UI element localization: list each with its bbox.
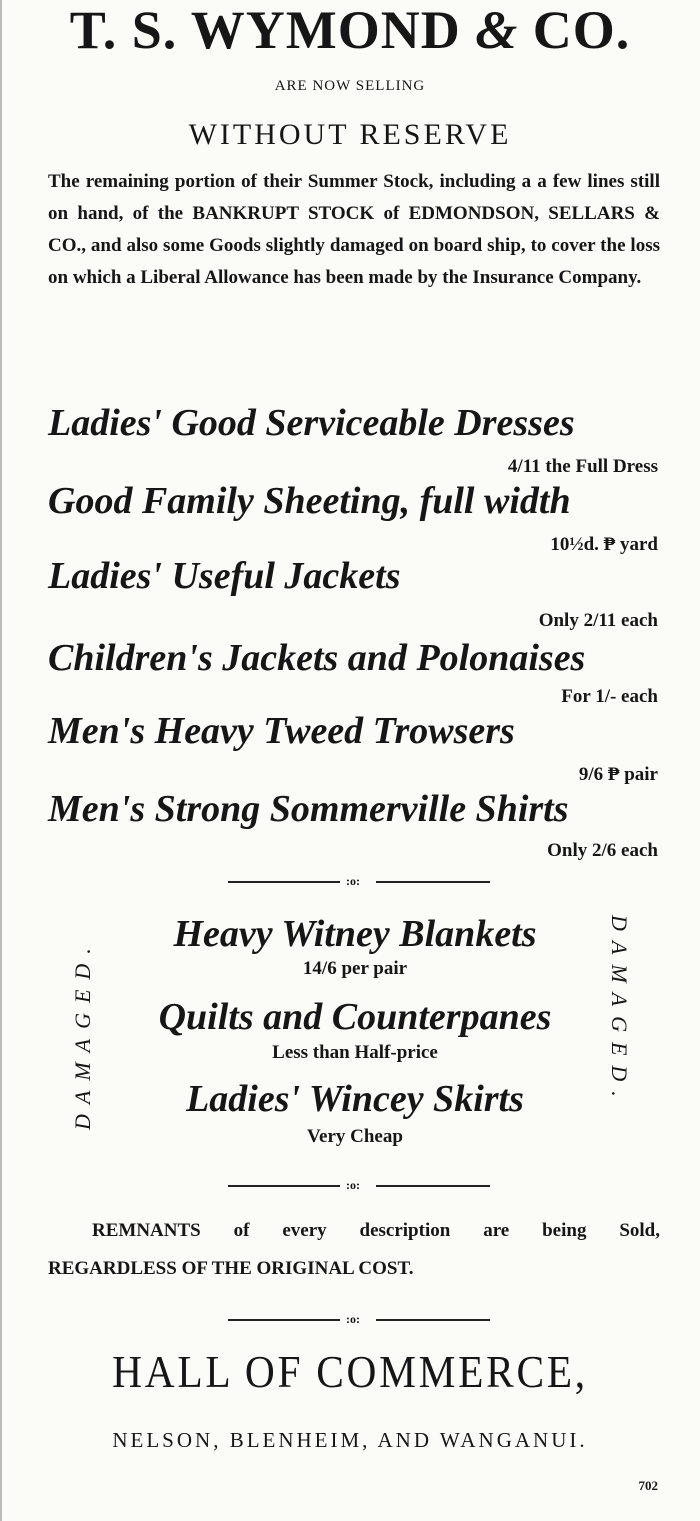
remnants-notice	[48, 1212, 660, 1288]
item-title: Children's Jackets and Polonaises	[48, 637, 586, 679]
item-price: For 1/- each	[561, 686, 658, 707]
divider	[228, 1314, 490, 1326]
remnants-line-2: REGARDLESS OF THE ORIGINAL COST.	[48, 1258, 414, 1279]
divider-mark: :o:	[346, 1178, 360, 1192]
divider	[228, 876, 490, 888]
damaged-item-title: Ladies' Wincey Skirts	[186, 1078, 524, 1120]
left-border	[0, 0, 2, 1521]
intro-paragraph: The remaining portion of their Summer Stock, including a a few lines still on hand, of the BANKRUPT STOCK of EDMONDSON, SELLARS & CO., and also some Goods slightly damaged on board ship, to cover the loss on which a Liberal Allowance has been made by the Insurance Company.	[48, 171, 660, 288]
divider	[228, 1180, 490, 1192]
item-title: Ladies' Useful Jackets	[48, 555, 401, 597]
item-title: Men's Strong Sommerville Shirts	[48, 788, 569, 830]
damaged-item-price: Very Cheap	[307, 1126, 403, 1147]
remnants-line-1: REMNANTS of every description are being Sold,	[92, 1220, 660, 1241]
item-title: Ladies' Good Serviceable Dresses	[48, 402, 575, 444]
item-price: 9/6 ₱ pair	[578, 764, 658, 785]
firm-ampersand: &	[475, 0, 519, 60]
selling-subtitle: ARE NOW SELLING	[274, 78, 426, 94]
damaged-item-title: Heavy Witney Blankets	[173, 913, 537, 955]
without-reserve-heading: WITHOUT RESERVE	[188, 118, 512, 151]
item-title: Men's Heavy Tweed Trowsers	[48, 710, 515, 752]
item-price: 4/11 the Full Dress	[507, 456, 658, 477]
item-price: Only 2/6 each	[547, 840, 658, 861]
damaged-item-price: 14/6 per pair	[302, 958, 408, 979]
damaged-label-right: DAMAGED.	[607, 915, 632, 1107]
damaged-item-price: Less than Half-price	[272, 1042, 438, 1063]
divider-mark: :o:	[346, 1312, 360, 1326]
hall-of-commerce-heading: HALL OF COMMERCE,	[112, 1346, 588, 1397]
firm-co: CO.	[532, 0, 631, 60]
damaged-item-title: Quilts and Counterpanes	[158, 996, 552, 1038]
ad-code-number: 702	[638, 1478, 658, 1493]
firm-name: T. S. WYMOND	[69, 0, 461, 60]
item-price: Only 2/11 each	[538, 610, 658, 631]
divider-mark: :o:	[346, 874, 360, 888]
firm-name-heading	[0, 0, 700, 60]
item-price: 10½d. ₱ yard	[550, 534, 658, 555]
item-title: Good Family Sheeting, full width	[48, 480, 571, 522]
branch-locations: NELSON, BLENHEIM, AND WANGANUI.	[112, 1428, 588, 1452]
damaged-label-left: DAMAGED.	[70, 938, 95, 1130]
